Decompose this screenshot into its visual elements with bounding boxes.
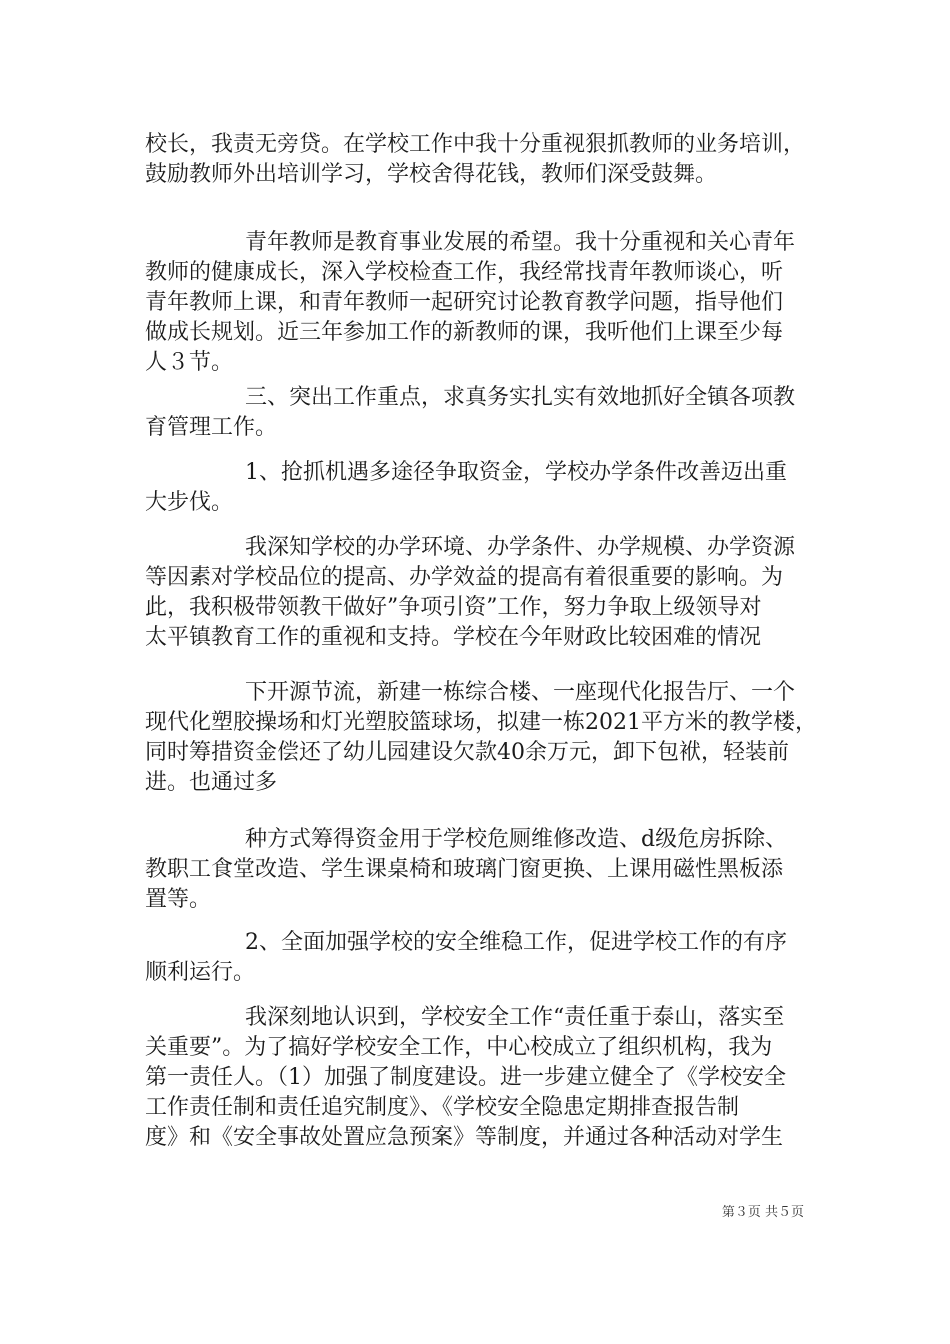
text-line: 同时筹措资金偿还了幼儿园建设欠款40余万元，卸下包袱，轻装前 bbox=[145, 740, 789, 765]
text-line: 顺利运行。 bbox=[145, 960, 256, 985]
text-line: 教师的健康成长，深入学校检查工作，我经常找青年教师谈心，听 bbox=[145, 260, 784, 285]
text-line: 校长，我责无旁贷。在学校工作中我十分重视狠抓教师的业务培训， bbox=[145, 132, 806, 157]
text-line: 进。也通过多 bbox=[145, 770, 278, 795]
text-line: 此，我积极带领教干做好”争项引资”工作，努力争取上级领导对 bbox=[145, 595, 762, 620]
text-line: 第一责任人。（1）加强了制度建设。进一步建立健全了《学校安全 bbox=[145, 1065, 786, 1090]
text-line: 青年教师上课，和青年教师一起研究讨论教育教学问题，指导他们 bbox=[145, 290, 784, 315]
paragraph-start-line: 我深知学校的办学环境、办学条件、办学规模、办学资源 bbox=[245, 535, 796, 560]
paragraph-start-line: 青年教师是教育事业发展的希望。我十分重视和关心青年 bbox=[245, 230, 796, 255]
paragraph-start-line: 我深刻地认识到，学校安全工作“责任重于泰山，落实至 bbox=[245, 1005, 785, 1030]
text-line: 太平镇教育工作的重视和支持。学校在今年财政比较困难的情况 bbox=[145, 625, 762, 650]
page-number: 第３页 共５页 bbox=[721, 1205, 804, 1220]
text-line: 等因素对学校品位的提高、办学效益的提高有着很重要的影响。为 bbox=[145, 565, 784, 590]
text-line: 人３节。 bbox=[145, 350, 234, 375]
section-heading-line: 三、突出工作重点，求真务实扎实有效地抓好全镇各项教 bbox=[245, 385, 796, 410]
subsection-heading-line: 2、全面加强学校的安全维稳工作，促进学校工作的有序 bbox=[245, 930, 787, 955]
text-line: 关重要”。为了搞好学校安全工作，中心校成立了组织机构，我为 bbox=[145, 1035, 773, 1060]
subsection-heading-line: 1、抢抓机遇多途径争取资金，学校办学条件改善迈出重 bbox=[245, 460, 787, 485]
text-line: 教职工食堂改造、学生课桌椅和玻璃门窗更换、上课用磁性黑板添 bbox=[145, 857, 784, 882]
paragraph-start-line: 下开源节流，新建一栋综合楼、一座现代化报告厅、一个 bbox=[245, 680, 796, 705]
text-line: 育管理工作。 bbox=[145, 415, 278, 440]
text-line: 鼓励教师外出培训学习，学校舍得花钱，教师们深受鼓舞。 bbox=[145, 162, 718, 187]
text-line: 现代化塑胶操场和灯光塑胶篮球场，拟建一栋2021平方米的教学楼， bbox=[145, 710, 817, 735]
text-line: 做成长规划。近三年参加工作的新教师的课，我听他们上课至少每 bbox=[145, 320, 784, 345]
text-line: 大步伐。 bbox=[145, 490, 234, 515]
text-line: 工作责任制和责任追究制度》、《学校安全隐患定期排查报告制 bbox=[145, 1095, 740, 1120]
text-line: 置等。 bbox=[145, 887, 212, 912]
paragraph-start-line: 种方式筹得资金用于学校危厕维修改造、d级危房拆除、 bbox=[245, 827, 788, 852]
text-line: 度》和《安全事故处置应急预案》等制度，并通过各种活动对学生 bbox=[145, 1125, 784, 1150]
